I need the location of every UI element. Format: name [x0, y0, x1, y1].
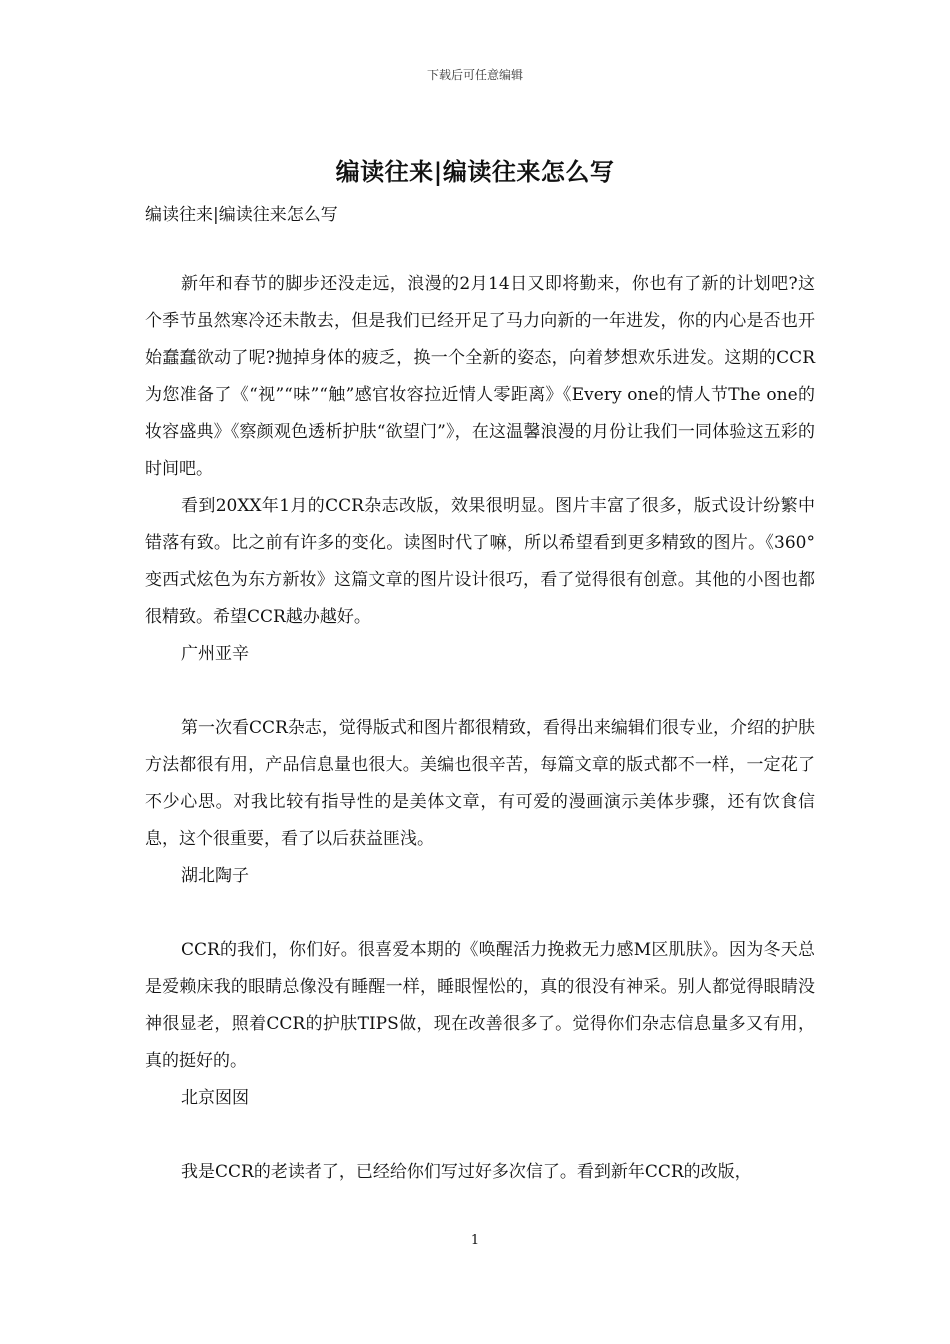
page-number: 1 [470, 1233, 480, 1248]
paragraph-gap [145, 673, 815, 710]
document-title: 编读往来|编读往来怎么写 [335, 157, 615, 186]
paragraph-letter-3: CCR的我们，你们好。很喜爱本期的《唤醒活力挽救无力感M区肌肤》。因为冬天总是爱赖床我的眼睛总像没有睡醒一样，睡眼惺忪的，真的很没有神采。别人都觉得眼睛没神很显老，照着CCR的护肤TIPS做，现在改善很多了。觉得你们杂志信息量多又有用，真的挺好的。 [145, 940, 815, 1071]
signature-letter-2: 湖北陶子 [181, 866, 249, 886]
paragraph-letter-1: 看到20XX年1月的CCR杂志改版，效果很明显。图片丰富了很多，版式设计纷繁中错落有致。比之前有许多的变化。读图时代了嘛，所以希望看到更多精致的图片。《360°变西式炫色为东方新妆》这篇文章的图片设计很巧，看了觉得很有创意。其他的小图也都很精致。希望CCR越办越好。 [145, 496, 815, 627]
paragraph-letter-2: 第一次看CCR杂志，觉得版式和图片都很精致，看得出来编辑们很专业，介绍的护肤方法都很有用，产品信息量也很大。美编也很辛苦，每篇文章的版式都不一样，一定花了不少心思。对我比较有指导性的是美体文章，有可爱的漫画演示美体步骤，还有饮食信息，这个很重要，看了以后获益匪浅。 [145, 718, 815, 849]
signature-letter-1: 广州亚辛 [181, 644, 249, 664]
paragraph-gap [145, 1117, 815, 1154]
document-subtitle: 编读往来|编读往来怎么写 [145, 205, 338, 225]
paragraph-letter-4: 我是CCR的老读者了，已经给你们写过好多次信了。看到新年CCR的改版， [181, 1162, 752, 1182]
page-header-note: 下载后可任意编辑 [426, 68, 523, 82]
article-body [145, 266, 815, 1191]
paragraph-gap [145, 895, 815, 932]
paragraph-intro: 新年和春节的脚步还没走远，浪漫的2月14日又即将勤来，你也有了新的计划吧?这个季节虽然寒冷还未散去，但是我们已经开足了马力向新的一年进发，你的内心是否也开始蠢蠢欲动了呢?抛掉身体的疲乏，换一个全新的姿态，向着梦想欢乐进发。这期的CCR为您准备了《“视”“味”“触”感官妆容拉近情人零距离》《Every one的情人节The one的妆容盛典》《察颜观色透析护肤“欲望门”》，在这温馨浪漫的月份让我们一同体验这五彩的时间吧。 [145, 274, 815, 479]
signature-letter-3: 北京囡囡 [181, 1088, 249, 1108]
